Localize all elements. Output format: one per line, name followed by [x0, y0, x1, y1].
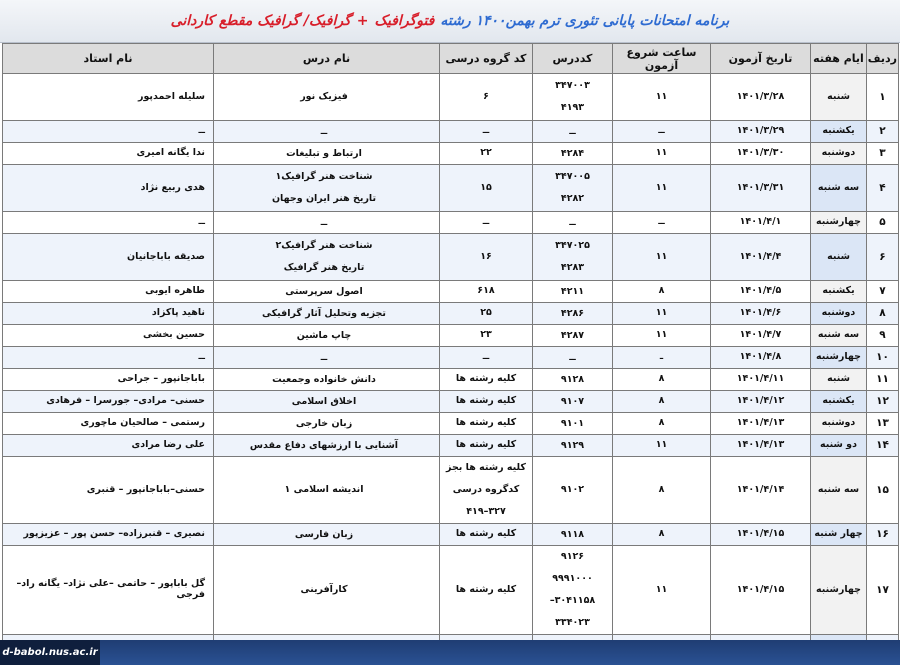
cell-course-code — [533, 325, 613, 347]
cell-course-name-line: شناخت هنر گرافیک۲ — [275, 240, 373, 251]
cell-weekday: چهارشنبه — [811, 546, 867, 635]
cell-time: ۸ — [613, 457, 711, 524]
cell-course-name-line: شناخت هنر گرافیک۱ — [275, 171, 373, 182]
cell-course-code-line: ۳۴۷۰۰۵ — [555, 171, 590, 182]
cell-row-no: ۱۷ — [867, 546, 899, 635]
cell-group-code: کلیه رشته ها — [440, 413, 533, 435]
cell-course-name-line: فیزیک نور — [300, 91, 348, 102]
table-row — [3, 234, 899, 281]
cell-teacher: صدیقه باباجانیان — [3, 234, 214, 281]
cell-row-no: ۴ — [867, 165, 899, 212]
header-course-name: نام درس — [214, 44, 440, 74]
cell-course-code-line: ۳۳۴۰۲۳ — [555, 617, 590, 628]
cell-date: ۱۴۰۱/۳/۲۸ — [711, 74, 811, 121]
cell-date: ۱۴۰۱/۴/۱۳ — [711, 435, 811, 457]
cell-weekday: سه شنبه — [811, 457, 867, 524]
site-link[interactable]: d-babol.nus.ac.ir — [2, 647, 98, 658]
cell-group-code: کلیه رشته ها — [440, 435, 533, 457]
cell-row-no: ۵ — [867, 212, 899, 234]
cell-group-code: ــ — [440, 121, 533, 143]
cell-course-code — [533, 524, 613, 546]
header-row-no: ردیف — [867, 44, 899, 74]
cell-group-code-line: کلیه رشته ها بجز — [446, 462, 526, 473]
cell-row-no: ۱۱ — [867, 369, 899, 391]
table-row — [3, 143, 899, 165]
cell-time: ۸ — [613, 369, 711, 391]
cell-row-no: ۱۴ — [867, 435, 899, 457]
cell-date: ۱۴۰۱/۴/۶ — [711, 303, 811, 325]
cell-weekday: یکشنبه — [811, 281, 867, 303]
cell-course-code — [533, 413, 613, 435]
cell-date: ۱۴۰۱/۴/۱۲ — [711, 391, 811, 413]
cell-weekday: شنبه — [811, 74, 867, 121]
cell-weekday: سه شنبه — [811, 165, 867, 212]
cell-weekday: دوشنبه — [811, 303, 867, 325]
cell-course-code-line: ۴۲۸۴ — [560, 147, 585, 159]
cell-course-code — [533, 391, 613, 413]
header-time: ساعت شروع آزمون — [613, 44, 711, 74]
cell-course-code-line: ۹۱۱۸ — [560, 528, 585, 540]
header-row — [3, 44, 899, 74]
table-row — [3, 281, 899, 303]
cell-course-code — [533, 74, 613, 121]
cell-teacher: حسنی–باباجانپور – قنبری — [3, 457, 214, 524]
table-row — [3, 413, 899, 435]
cell-course-name — [214, 121, 440, 143]
table-row — [3, 165, 899, 212]
cell-course-code-line: ۳۴۷۰۰۳ — [555, 80, 590, 91]
cell-time: ۱۱ — [613, 546, 711, 635]
cell-row-no: ۱۶ — [867, 524, 899, 546]
cell-course-code-line: ــ — [569, 351, 576, 363]
cell-teacher: باباجانپور – جراحی — [3, 369, 214, 391]
cell-teacher: هدی ربیع نژاد — [3, 165, 214, 212]
cell-weekday: چهارشنبه — [811, 212, 867, 234]
cell-group-code: ۲۵ — [440, 303, 533, 325]
cell-group-code: کلیه رشته ها — [440, 391, 533, 413]
cell-course-name — [214, 347, 440, 369]
cell-course-name-line: چاپ ماشین — [296, 329, 352, 341]
cell-group-code: ۲۲ — [440, 143, 533, 165]
cell-course-code-line: ۹۱۲۸ — [560, 373, 585, 385]
cell-course-code-line: ۴۲۱۱ — [560, 285, 585, 297]
cell-row-no: ۱۳ — [867, 413, 899, 435]
cell-course-name-line: آشنایی با ارزشهای دفاع مقدس — [249, 439, 399, 451]
cell-course-code — [533, 303, 613, 325]
cell-group-code: کلیه رشته ها — [440, 369, 533, 391]
cell-time: ۱۱ — [613, 74, 711, 121]
table-row — [3, 524, 899, 546]
cell-teacher: ــ — [3, 212, 214, 234]
cell-teacher: گل باباپور – حاتمی –علی نژاد– یگانه راد– فرجی — [3, 546, 214, 635]
cell-course-name-line: اخلاق اسلامی — [291, 395, 357, 407]
cell-course-code — [533, 546, 613, 635]
cell-course-code — [533, 165, 613, 212]
cell-time: ۸ — [613, 413, 711, 435]
header-teacher: نام استاد — [3, 44, 214, 74]
footer-link-box — [0, 640, 100, 665]
cell-course-name — [214, 74, 440, 121]
cell-group-code: کلیه رشته ها — [440, 524, 533, 546]
cell-group-code: ۶ — [440, 74, 533, 121]
cell-course-code-line: ۹۱۰۱ — [560, 417, 585, 429]
cell-date: ۱۴۰۱/۴/۱۱ — [711, 369, 811, 391]
cell-row-no: ۱۰ — [867, 347, 899, 369]
cell-course-code-line: ۹۱۲۶ — [560, 551, 585, 562]
table-row — [3, 347, 899, 369]
cell-row-no: ۸ — [867, 303, 899, 325]
cell-group-code: کلیه رشته ها — [440, 546, 533, 635]
cell-teacher: حسنی– مرادی– جورسرا – فرهادی — [3, 391, 214, 413]
cell-course-code-line: ۴۲۸۲ — [560, 193, 585, 204]
cell-course-name — [214, 413, 440, 435]
cell-course-name-line: تاریخ هنر ایران وجهان — [271, 193, 377, 204]
cell-course-code-line: ۹۱۰۷ — [560, 395, 585, 407]
cell-time: ۸ — [613, 281, 711, 303]
cell-row-no: ۲ — [867, 121, 899, 143]
cell-course-name-line: اندیشه اسلامی ۱ — [284, 484, 364, 495]
cell-course-name — [214, 212, 440, 234]
cell-time: ۱۱ — [613, 325, 711, 347]
cell-weekday: دو شنبه — [811, 435, 867, 457]
cell-course-code-line: ۹۱۲۹ — [560, 439, 585, 451]
cell-course-code — [533, 281, 613, 303]
cell-course-code-line: ــ — [569, 216, 576, 228]
cell-date: ۱۴۰۱/۴/۸ — [711, 347, 811, 369]
cell-time: ۱۱ — [613, 143, 711, 165]
table-row — [3, 121, 899, 143]
cell-course-name — [214, 143, 440, 165]
cell-date: ۱۴۰۱/۳/۳۰ — [711, 143, 811, 165]
cell-course-code-line: ۳۴۷۰۲۵ — [555, 240, 590, 251]
cell-course-name-line: اصول سرپرستی — [285, 285, 363, 297]
cell-group-code: ۱۶ — [440, 234, 533, 281]
cell-course-name-line: زبان خارجی — [295, 417, 353, 429]
title-field2: گرافیک/ گرافیک مقطع کاردانی — [170, 13, 351, 29]
table-row — [3, 369, 899, 391]
table-row — [3, 74, 899, 121]
header-group-code: کد گروه درسی — [440, 44, 533, 74]
cell-course-code-line: ۴۱۹۳ — [560, 102, 585, 113]
cell-course-code-line: ۹۹۹۱۰۰۰ — [552, 573, 593, 584]
cell-course-name-line: ــ — [320, 125, 328, 137]
cell-row-no: ۷ — [867, 281, 899, 303]
cell-course-code — [533, 457, 613, 524]
cell-course-name-line: تجزیه وتحلیل آثار گرافیکی — [262, 307, 386, 319]
cell-teacher: نصیری – قنبرزاده– حسن پور – عزیزپور — [3, 524, 214, 546]
cell-course-code — [533, 121, 613, 143]
cell-time: ۸ — [613, 524, 711, 546]
cell-group-code-line: کدگروه درسی — [452, 484, 520, 495]
cell-date: ۱۴۰۱/۳/۳۱ — [711, 165, 811, 212]
cell-teacher: سلیله احمدپور — [3, 74, 214, 121]
cell-time: ـ — [613, 347, 711, 369]
cell-time: ــ — [613, 121, 711, 143]
table-row — [3, 325, 899, 347]
cell-date: ۱۴۰۱/۴/۱۵ — [711, 524, 811, 546]
cell-course-name-line: ارتباط و تبلیغات — [286, 147, 362, 159]
cell-weekday: چهار شنبه — [811, 524, 867, 546]
cell-course-code — [533, 234, 613, 281]
table-row — [3, 391, 899, 413]
cell-course-name-line: تاریخ هنر گرافیک — [283, 262, 365, 273]
cell-row-no: ۱ — [867, 74, 899, 121]
cell-group-code — [440, 457, 533, 524]
cell-group-code-line: ۳۲۷–۴۱۹ — [466, 506, 506, 517]
title-field1: فتوگرافیک — [374, 13, 435, 29]
cell-teacher: ناهید پاکزاد — [3, 303, 214, 325]
cell-course-name — [214, 524, 440, 546]
header-date: تاریخ آزمون — [711, 44, 811, 74]
header-course-code: کددرس — [533, 44, 613, 74]
cell-weekday: سه شنبه — [811, 325, 867, 347]
cell-course-name — [214, 281, 440, 303]
cell-course-name-line: ــ — [320, 351, 328, 363]
cell-date: ۱۴۰۱/۴/۱۴ — [711, 457, 811, 524]
cell-course-name — [214, 325, 440, 347]
cell-time: ۱۱ — [613, 165, 711, 212]
cell-time: ــ — [613, 212, 711, 234]
cell-course-code — [533, 369, 613, 391]
exam-schedule-table — [2, 43, 899, 657]
cell-teacher: علی رضا مرادی — [3, 435, 214, 457]
cell-date: ۱۴۰۱/۴/۱۵ — [711, 546, 811, 635]
title-prefix: برنامه امتحانات پایانی تئوری ترم بهمن۱۴۰۰ رشته — [440, 13, 730, 29]
cell-course-code-line: ۴۲۸۳ — [560, 262, 585, 273]
title-plus: + — [356, 13, 369, 29]
cell-course-code — [533, 143, 613, 165]
cell-row-no: ۱۲ — [867, 391, 899, 413]
cell-weekday: دوشنبه — [811, 413, 867, 435]
cell-course-name — [214, 546, 440, 635]
cell-group-code: ۱۵ — [440, 165, 533, 212]
cell-teacher: رستمی – صالحیان ماچوری — [3, 413, 214, 435]
cell-course-name — [214, 234, 440, 281]
cell-teacher: حسین بخشی — [3, 325, 214, 347]
table-row — [3, 546, 899, 635]
cell-course-name — [214, 369, 440, 391]
cell-date: ۱۴۰۱/۴/۵ — [711, 281, 811, 303]
cell-date: ۱۴۰۱/۳/۲۹ — [711, 121, 811, 143]
cell-teacher: ندا یگانه امیری — [3, 143, 214, 165]
cell-course-code-line: ۴۲۸۷ — [560, 329, 585, 341]
cell-row-no: ۶ — [867, 234, 899, 281]
header-weekday: ایام هفته — [811, 44, 867, 74]
cell-course-code-line: ۴۲۸۶ — [560, 307, 585, 319]
footer-bar — [0, 640, 900, 665]
cell-course-name-line: دانش خانواده وجمعیت — [272, 373, 376, 385]
cell-course-code-line: ۹۱۰۲ — [560, 484, 585, 495]
cell-course-code-line: ــ — [569, 125, 576, 137]
cell-group-code: ۶۱۸ — [440, 281, 533, 303]
cell-date: ۱۴۰۱/۴/۷ — [711, 325, 811, 347]
cell-weekday: چهارشنبه — [811, 347, 867, 369]
cell-course-code-line: ۳۰۴۱۱۵۸– — [549, 595, 596, 606]
cell-course-name-line: ــ — [320, 216, 328, 228]
table-row — [3, 212, 899, 234]
cell-date: ۱۴۰۱/۴/۴ — [711, 234, 811, 281]
table-row — [3, 457, 899, 524]
cell-group-code: ــ — [440, 212, 533, 234]
table-row — [3, 435, 899, 457]
cell-course-code — [533, 212, 613, 234]
cell-course-name — [214, 435, 440, 457]
cell-course-name — [214, 457, 440, 524]
cell-weekday: دوشنبه — [811, 143, 867, 165]
table-row — [3, 303, 899, 325]
page-title — [0, 0, 900, 43]
cell-course-name-line: زبان فارسی — [294, 528, 354, 540]
cell-group-code: ــ — [440, 347, 533, 369]
cell-date: ۱۴۰۱/۴/۱۳ — [711, 413, 811, 435]
cell-group-code: ۲۳ — [440, 325, 533, 347]
cell-weekday: شنبه — [811, 369, 867, 391]
cell-time: ۱۱ — [613, 303, 711, 325]
cell-weekday: یکشنبه — [811, 121, 867, 143]
cell-teacher: ــ — [3, 347, 214, 369]
cell-teacher: ــ — [3, 121, 214, 143]
cell-row-no: ۱۵ — [867, 457, 899, 524]
cell-course-name-line: کارآفرینی — [300, 584, 348, 595]
cell-time: ۱۱ — [613, 435, 711, 457]
cell-weekday: شنبه — [811, 234, 867, 281]
cell-date: ۱۴۰۱/۴/۱ — [711, 212, 811, 234]
cell-course-name — [214, 303, 440, 325]
cell-time: ۱۱ — [613, 234, 711, 281]
cell-time: ۸ — [613, 391, 711, 413]
cell-teacher: طاهره ایوبی — [3, 281, 214, 303]
cell-course-code — [533, 347, 613, 369]
cell-course-name — [214, 165, 440, 212]
cell-row-no: ۹ — [867, 325, 899, 347]
cell-row-no: ۳ — [867, 143, 899, 165]
cell-weekday: یکشنبه — [811, 391, 867, 413]
cell-course-name — [214, 391, 440, 413]
cell-course-code — [533, 435, 613, 457]
